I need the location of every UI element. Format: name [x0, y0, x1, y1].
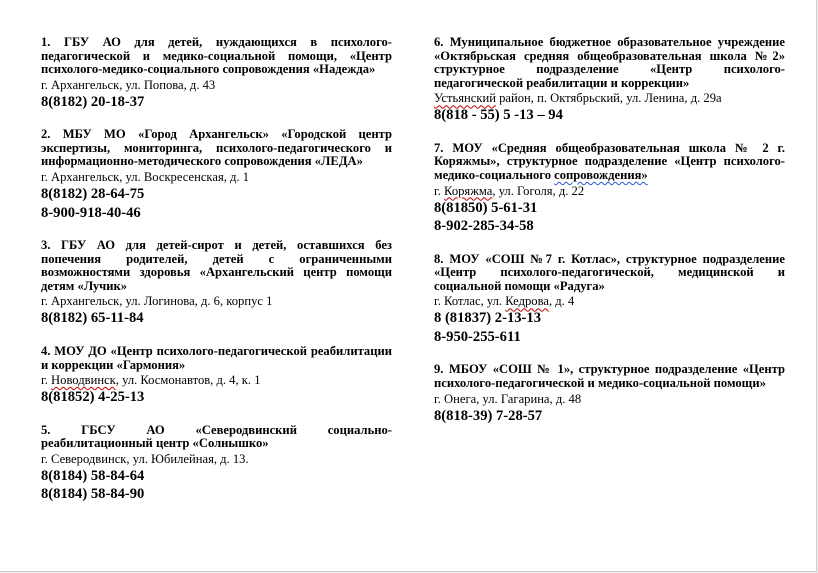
center-phone: 8-902-285-34-58	[434, 218, 534, 235]
center-entry-2	[41, 128, 392, 222]
center-name: 1. ГБУ АО для детей, нуждающихся в психолого-педагогической и медико-социальной помощи, «Центр психолого-медико-социального сопровождения «Надежда»	[41, 35, 392, 77]
center-entry-5	[41, 424, 392, 504]
left-column	[41, 36, 392, 521]
center-address	[434, 294, 785, 309]
center-phone: 8 (81837) 2-13-13	[434, 310, 542, 327]
center-address	[41, 373, 392, 388]
center-entry-4	[41, 345, 392, 407]
spellcheck-flagged-word: Кедрова	[505, 294, 549, 309]
center-address: г. Северодвинск, ул. Юбилейная, д. 13.	[41, 451, 249, 466]
grammar-flagged-word: сопровождения»	[554, 168, 648, 183]
center-entry-8	[434, 253, 785, 347]
center-phone: 8-950-255-611	[434, 328, 521, 345]
center-address	[434, 91, 785, 106]
address-prefix: г.	[41, 373, 52, 388]
center-phone: 8(81852) 4-25-13	[41, 389, 145, 406]
center-name: 4. МОУ ДО «Центр психолого-педагогической реабилитации и коррекции «Гармония»	[41, 343, 392, 372]
center-name: 8. МОУ «СОШ №7 г. Котлас», структурное подразделение «Центр психолого-педагогической, медицинской и социальной помощи «Радуга»	[434, 251, 785, 293]
center-phone: 8(8182) 28-64-75	[41, 186, 145, 203]
spellcheck-flagged-word: Новодвинск	[51, 373, 116, 388]
center-name	[434, 142, 785, 183]
center-phone: 8(818-39) 7-28-57	[434, 407, 543, 424]
center-entry-3	[41, 239, 392, 328]
center-name: 2. МБУ МО «Город Архангельск» «Городской центр экспертизы, мониторинга, психолого-педагогического и информационно-методического сопровождения «ЛЕДА»	[41, 127, 392, 169]
center-address: г. Архангельск, ул. Попова, д. 43	[41, 77, 216, 92]
center-name: 3. ГБУ АО для детей-сирот и детей, оставшихся без попечения родителей, детей с ограниченными возможностями здоровья «Архангельский центр помощи детям «Лучик»	[41, 238, 392, 293]
address-prefix: г.	[434, 183, 445, 198]
center-name-main: 7. МОУ «Средняя общеобразовательная школа № 2 г. Коряжмы», структурное подразделение «Центр психолого-медико-социального	[434, 140, 785, 183]
center-name: 6. Муниципальное бюджетное образовательное учреждение «Октябрьская средняя общеобразовательная школа №2» структурное подразделение «Центр психолого-педагогической реабилитации и коррекции»	[434, 35, 785, 90]
center-address: г. Архангельск, ул. Воскресенская, д. 1	[41, 170, 250, 185]
center-entry-6	[434, 36, 785, 125]
center-phone: 8(818 - 55) 5 -13 – 94	[434, 107, 563, 124]
center-entry-9	[434, 363, 785, 425]
center-phone: 8-900-918-40-46	[41, 204, 141, 221]
address-suffix: , ул. Космонавтов, д. 4, к. 1	[115, 373, 261, 388]
center-phone: 8(8182) 20-18-37	[41, 93, 145, 110]
address-prefix: г. Котлас, ул.	[434, 294, 506, 309]
right-column	[434, 36, 785, 442]
center-name: 9. МБОУ «СОШ № 1», структурное подразделение «Центр психолого-педагогической и медико-социальной помощи»	[434, 362, 785, 391]
center-phone: 8(8184) 58-84-90	[41, 486, 145, 503]
center-address	[434, 184, 785, 199]
center-phone: 8(8184) 58-84-64	[41, 467, 145, 484]
address-suffix: , д. 4	[548, 294, 575, 309]
spellcheck-flagged-word: Устьянский	[434, 91, 496, 106]
center-address: г. Онега, ул. Гагарина, д. 48	[434, 391, 582, 406]
center-name: 5. ГБСУ АО «Северодвинский социально-реабилитационный центр «Солнышко»	[41, 422, 392, 451]
center-phone: 8(8182) 65-11-84	[41, 310, 144, 327]
spellcheck-flagged-word: Коряжма	[444, 183, 493, 198]
center-phone: 8(81850) 5-61-31	[434, 199, 538, 216]
center-address: г. Архангельск, ул. Логинова, д. 6, корпус 1	[41, 294, 273, 309]
address-suffix: , ул. Гоголя, д. 22	[492, 183, 585, 198]
center-entry-7	[434, 142, 785, 236]
address-suffix: район, п. Октябрьский, ул. Ленина, д. 29а	[495, 91, 722, 106]
center-entry-1	[41, 36, 392, 111]
